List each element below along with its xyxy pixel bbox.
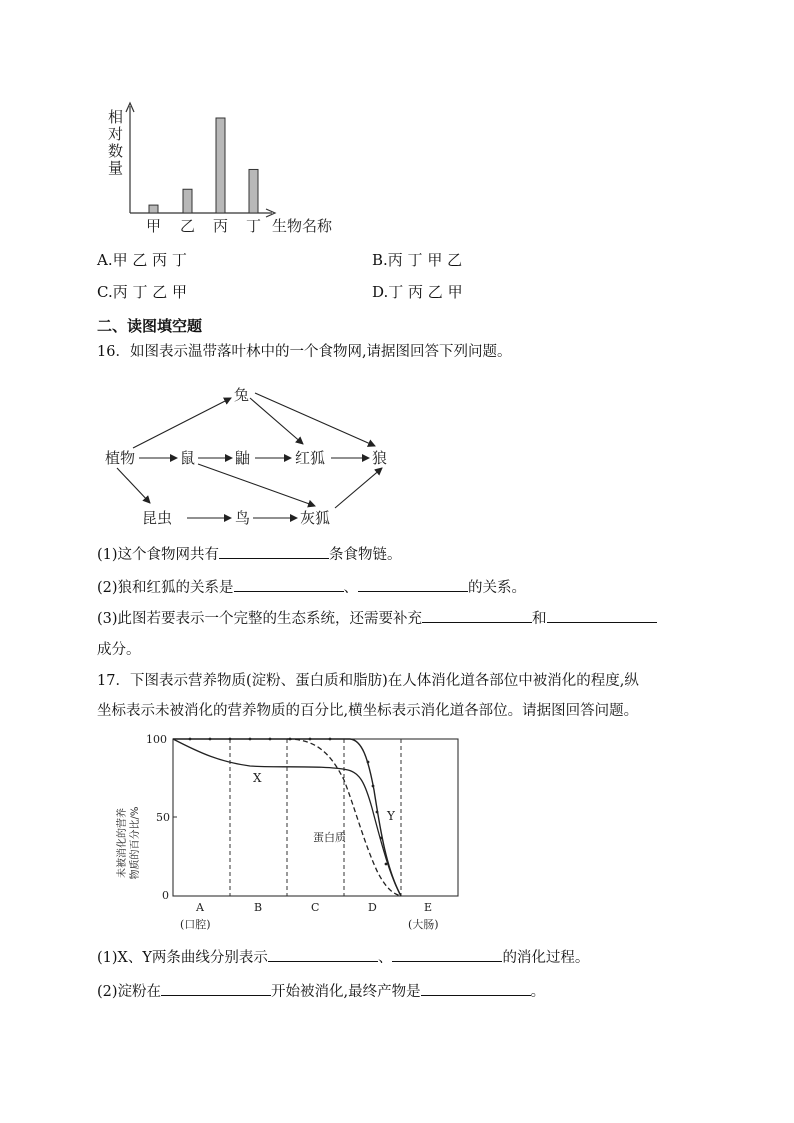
food-web-diagram (95, 378, 405, 528)
node-bird: 鸟 (235, 509, 251, 527)
q17-stem-line2: 坐标表示未被消化的营养物质的百分比,横坐标表示消化道各部位。请据图回答问题。 (97, 703, 639, 719)
q17-part2-mid: 开始被消化,最终产物是 (271, 984, 421, 1000)
curve-y-dot (209, 738, 212, 741)
answer-blank[interactable] (161, 981, 271, 996)
curve-y-dot (367, 761, 370, 764)
node-redfox: 红狐 (295, 449, 326, 467)
curve-y-dot (309, 738, 312, 741)
q16-part3-cont: 成分。 (97, 642, 141, 658)
node-insect: 昆虫 (142, 509, 173, 527)
answer-blank[interactable] (392, 947, 502, 962)
bar (183, 189, 192, 213)
q16-part1-post: 条食物链。 (329, 547, 402, 563)
region-label-b: B (254, 901, 263, 914)
arrow-plant-insect (117, 468, 150, 503)
answer-blank[interactable] (234, 577, 344, 592)
arrow-rabbit-redfox (250, 398, 303, 444)
curve-y-dot (329, 738, 332, 741)
node-rabbit: 兔 (234, 386, 250, 404)
ytick-100: 100 (146, 733, 167, 746)
ytick-0: 0 (162, 889, 169, 902)
category-label: 甲 (146, 217, 162, 235)
digestion-ylabel-1: 未被消化的营养 (117, 808, 128, 878)
region-label-d: D (368, 901, 377, 914)
option-b: B.丙 丁 甲 乙 (372, 251, 463, 269)
curve-label-y: Y (387, 809, 395, 823)
category-label: 丙 (213, 217, 229, 235)
curve-y-dot (376, 811, 379, 814)
digestion-chart (110, 728, 470, 936)
ylabel-char: 对 (108, 125, 124, 143)
curve-y-dot (269, 738, 272, 741)
ylabel-char: 量 (108, 159, 124, 177)
x-axis-label: 生物名称 (272, 217, 333, 235)
answer-blank[interactable] (358, 577, 468, 592)
bar (149, 205, 158, 213)
node-wolf: 狼 (372, 449, 388, 467)
option-c: C.丙 丁 乙 甲 (97, 283, 188, 301)
q16-part3-mid: 和 (532, 611, 547, 627)
region-label-e: E (424, 901, 433, 914)
q16-part3-pre: (3)此图若要表示一个完整的生态系统，还需要补充 (97, 611, 423, 627)
curve-y-dot (372, 785, 375, 788)
category-label: 丁 (246, 217, 262, 235)
curve-label-protein: 蛋白质 (313, 831, 346, 844)
answer-blank[interactable] (219, 544, 329, 559)
arrow-mouse-grayfox (198, 464, 315, 506)
region-note-colon: (大肠) (408, 918, 439, 931)
q17-part2-post: 。 (530, 984, 546, 1000)
ylabel-char: 相 (108, 108, 124, 126)
option-d: D.丁 丙 乙 甲 (372, 283, 463, 301)
q17-part1-pre: (1)X、Y两条曲线分别表示 (97, 950, 268, 966)
plot-frame (173, 739, 458, 896)
node-mouse: 鼠 (180, 449, 196, 467)
ytick-50: 50 (156, 811, 170, 824)
arrow-grayfox-wolf (335, 468, 382, 508)
q17-part1-mid: 、 (377, 950, 393, 966)
q16-part3 (97, 607, 657, 628)
q17-part2-pre: (2)淀粉在 (97, 984, 162, 1000)
ylabel-char: 数 (108, 142, 124, 160)
curve-y-dot (385, 863, 388, 866)
q17-part2 (97, 980, 545, 1001)
bar-chart (100, 100, 360, 245)
q17-part1 (97, 946, 589, 967)
category-label: 乙 (180, 217, 196, 235)
q16-part1-pre: (1)这个食物网共有 (97, 547, 220, 563)
q16-part2-pre: (2)狼和红狐的关系是 (97, 580, 234, 596)
answer-blank[interactable] (268, 947, 378, 962)
answer-blank[interactable] (547, 608, 657, 623)
curve-y-dot (249, 738, 252, 741)
q17-stem-line1: 17．下图表示营养物质(淀粉、蛋白质和脂肪)在人体消化道各部位中被消化的程度,纵 (97, 673, 639, 689)
curve-label-x: X (253, 771, 262, 785)
q17-part1-post: 的消化过程。 (502, 950, 590, 966)
bar (249, 169, 258, 213)
node-grayfox: 灰狐 (300, 509, 331, 527)
bars (149, 118, 258, 213)
q16-part2-post: 的关系。 (468, 580, 527, 596)
curve-y-dot (380, 837, 383, 840)
node-weasel: 鼬 (235, 449, 251, 467)
digestion-ylabel-2: 物质的百分比/% (130, 806, 141, 880)
curve-y-dot (229, 738, 232, 741)
region-note-mouth: (口腔) (180, 918, 211, 931)
q16-part2-mid: 、 (343, 580, 359, 596)
arrow-rabbit-wolf (255, 393, 375, 446)
answer-blank[interactable] (421, 981, 531, 996)
region-label-c: C (311, 901, 320, 914)
curve-y-dot (189, 738, 192, 741)
bar (216, 118, 225, 213)
node-plant: 植物 (105, 449, 136, 467)
q16-part2 (97, 576, 526, 597)
region-label-a: A (196, 901, 204, 914)
q16-stem: 16．如图表示温带落叶林中的一个食物网,请据图回答下列问题。 (97, 344, 512, 360)
bar-chart-ylabel (108, 108, 123, 177)
q16-part1 (97, 543, 402, 564)
answer-blank[interactable] (422, 608, 532, 623)
arrow-plant-rabbit (133, 398, 231, 448)
section-heading: 二、读图填空题 (97, 317, 203, 335)
option-a: A.甲 乙 丙 丁 (97, 251, 187, 269)
curve-y-dot (289, 738, 292, 741)
